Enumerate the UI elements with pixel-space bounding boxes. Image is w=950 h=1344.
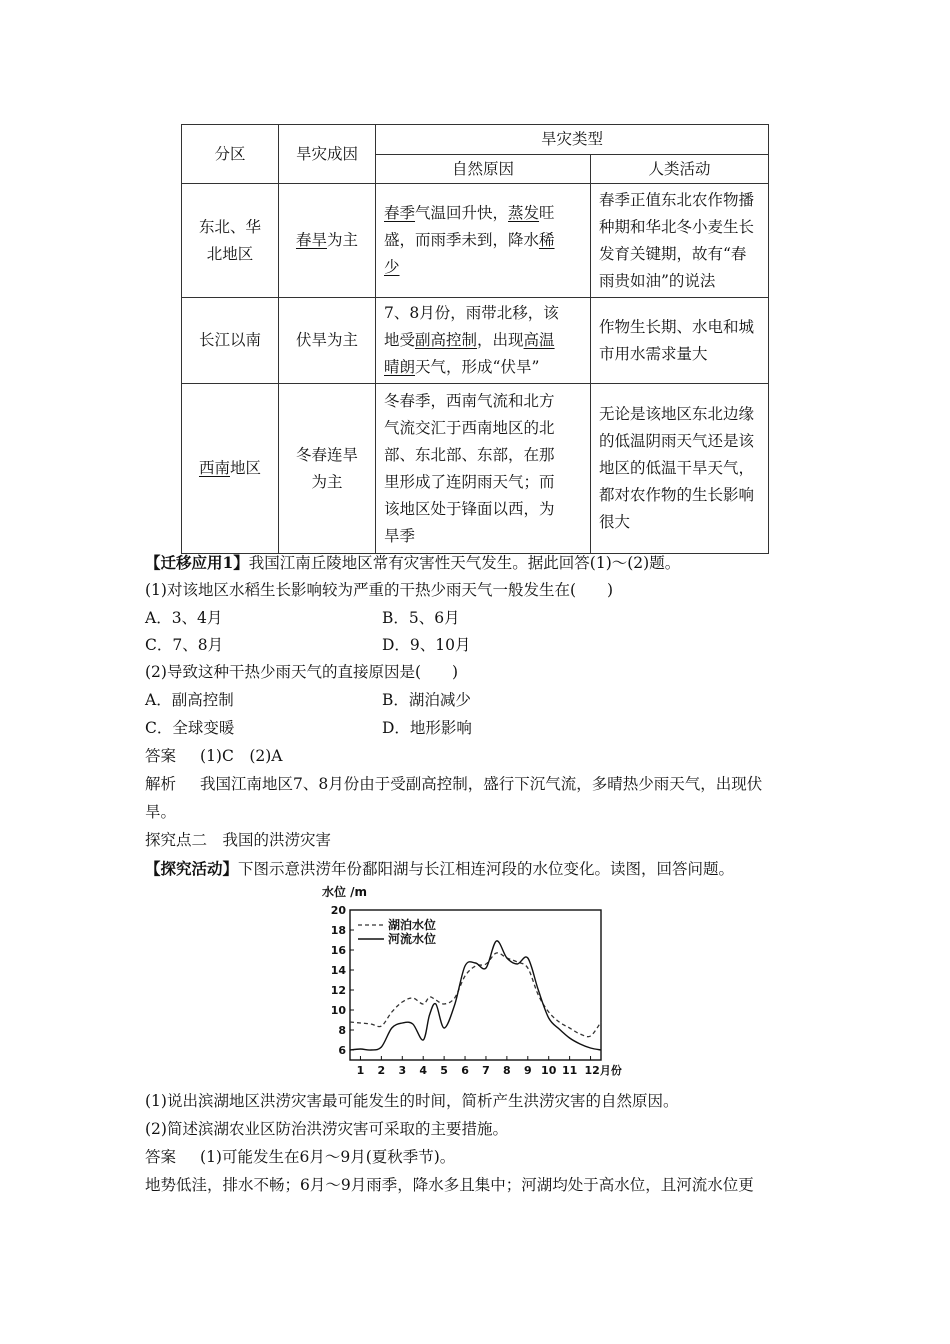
row1-human: 春季正值东北农作物播 种期和华北冬小麦生长 发育关键期，故有“春 雨贵如油”的说法 xyxy=(591,184,769,298)
question-2: (2)简述滨湖农业区防治洪涝灾害可采取的主要措施。 xyxy=(145,1120,508,1138)
options-row: C．全球变暖 D．地形影响 xyxy=(145,719,472,737)
x-tick-label: 9 xyxy=(523,1064,532,1077)
y-tick-label: 6 xyxy=(338,1044,346,1057)
table-row xyxy=(182,298,769,384)
header-region: 分区 xyxy=(182,125,279,184)
table-row xyxy=(182,384,769,554)
row1-region: 东北、华 北地区 xyxy=(182,184,279,298)
analysis-line: 解析 我国江南地区7、8月份由于受副高控制，盛行下沉气流，多晴热少雨天气，出现伏 xyxy=(145,775,763,793)
header-natural: 自然原因 xyxy=(376,155,591,184)
legend xyxy=(358,917,436,946)
header-human: 人类活动 xyxy=(591,155,769,184)
x-tick-label: 6 xyxy=(461,1064,469,1077)
x-tick-label: 11 xyxy=(561,1064,578,1077)
x-tick-label: 4 xyxy=(419,1064,428,1077)
question-1: (1)说出滨湖地区洪涝灾害最可能发生的时间，简析产生洪涝灾害的自然原因。 xyxy=(145,1092,679,1110)
y-tick-label: 10 xyxy=(330,1004,346,1017)
options-row: A．3、4月 B．5、6月 xyxy=(145,609,460,627)
row1-cause: 春旱为主 xyxy=(279,184,376,298)
drought-table xyxy=(181,124,769,554)
y-tick-label: 12 xyxy=(330,984,346,997)
y-tick-label: 18 xyxy=(330,924,346,937)
x-tick-label: 10 xyxy=(541,1064,557,1077)
options-row: A．副高控制 B．湖泊减少 xyxy=(145,691,471,709)
question-1: (1)对该地区水稻生长影响较为严重的干热少雨天气一般发生在( ) xyxy=(145,581,614,599)
answer-line-cont: 地势低洼，排水不畅；6月～9月雨季，降水多且集中；河湖均处于高水位，且河流水位更 xyxy=(145,1176,754,1194)
x-ticks xyxy=(357,1056,622,1077)
row3-region: 西南地区 xyxy=(182,384,279,554)
row1-natural: 春季气温回升快，蒸发旺 盛，而雨季未到，降水稀 少 xyxy=(376,184,591,298)
section-title: 探究点二 我国的洪涝灾害 xyxy=(145,831,332,849)
x-tick-label: 12月份 xyxy=(584,1064,622,1077)
activity-intro: 【探究活动】下图示意洪涝年份鄱阳湖与长江相连河段的水位变化。读图，回答问题。 xyxy=(145,859,735,878)
legend-river-label: 河流水位 xyxy=(388,932,437,946)
x-tick-label: 3 xyxy=(398,1064,407,1077)
row3-cause: 冬春连旱 为主 xyxy=(279,384,376,554)
options-row: C．7、8月 D．9、10月 xyxy=(145,636,471,654)
row3-natural: 冬春季，西南气流和北方 气流交汇于西南地区的北 部、东北部、东部，在那 里形成了连阴雨天气；而 该地区处于锋面以西，为 旱季 xyxy=(376,384,591,554)
x-tick-label: 1 xyxy=(356,1064,365,1077)
x-tick-label: 7 xyxy=(482,1064,490,1077)
river-level-line xyxy=(350,941,601,1050)
table-row xyxy=(182,184,769,298)
y-tick-label: 14 xyxy=(330,964,346,977)
answer-line: 答案 (1)C (2)A xyxy=(145,747,283,765)
legend-lake-label: 湖泊水位 xyxy=(388,918,437,932)
header-type: 旱灾类型 xyxy=(376,125,769,155)
y-tick-label: 20 xyxy=(330,904,346,917)
header-cause: 旱灾成因 xyxy=(279,125,376,184)
question-2: (2)导致这种干热少雨天气的直接原因是( ) xyxy=(145,663,459,681)
y-tick-label: 8 xyxy=(338,1024,346,1037)
lake-level-line xyxy=(350,953,601,1037)
water-level-chart xyxy=(318,880,638,1085)
x-tick-label: 2 xyxy=(377,1064,386,1077)
analysis-line-cont: 旱。 xyxy=(145,803,177,821)
x-tick-label: 8 xyxy=(503,1064,511,1077)
y-tick-label: 16 xyxy=(330,944,346,957)
row3-human: 无论是该地区东北边缘 的低温阴雨天气还是该 地区的低温干旱天气， 都对农作物的生长影响 很大 xyxy=(591,384,769,554)
row2-human: 作物生长期、水电和城 市用水需求量大 xyxy=(591,298,769,384)
x-tick-label: 5 xyxy=(440,1064,448,1077)
exercise-intro: 【迁移应用1】我国江南丘陵地区常有灾害性天气发生。据此回答(1)～(2)题。 xyxy=(145,553,681,572)
y-axis-label: 水位 /m xyxy=(322,885,368,899)
answer-line: 答案 (1)可能发生在6月～9月(夏秋季节)。 xyxy=(145,1148,456,1166)
row2-natural: 7、8月份，雨带北移，该 地受副高控制，出现高温 晴朗天气，形成“伏旱” xyxy=(376,298,591,384)
row2-region: 长江以南 xyxy=(182,298,279,384)
row2-cause: 伏旱为主 xyxy=(279,298,376,384)
